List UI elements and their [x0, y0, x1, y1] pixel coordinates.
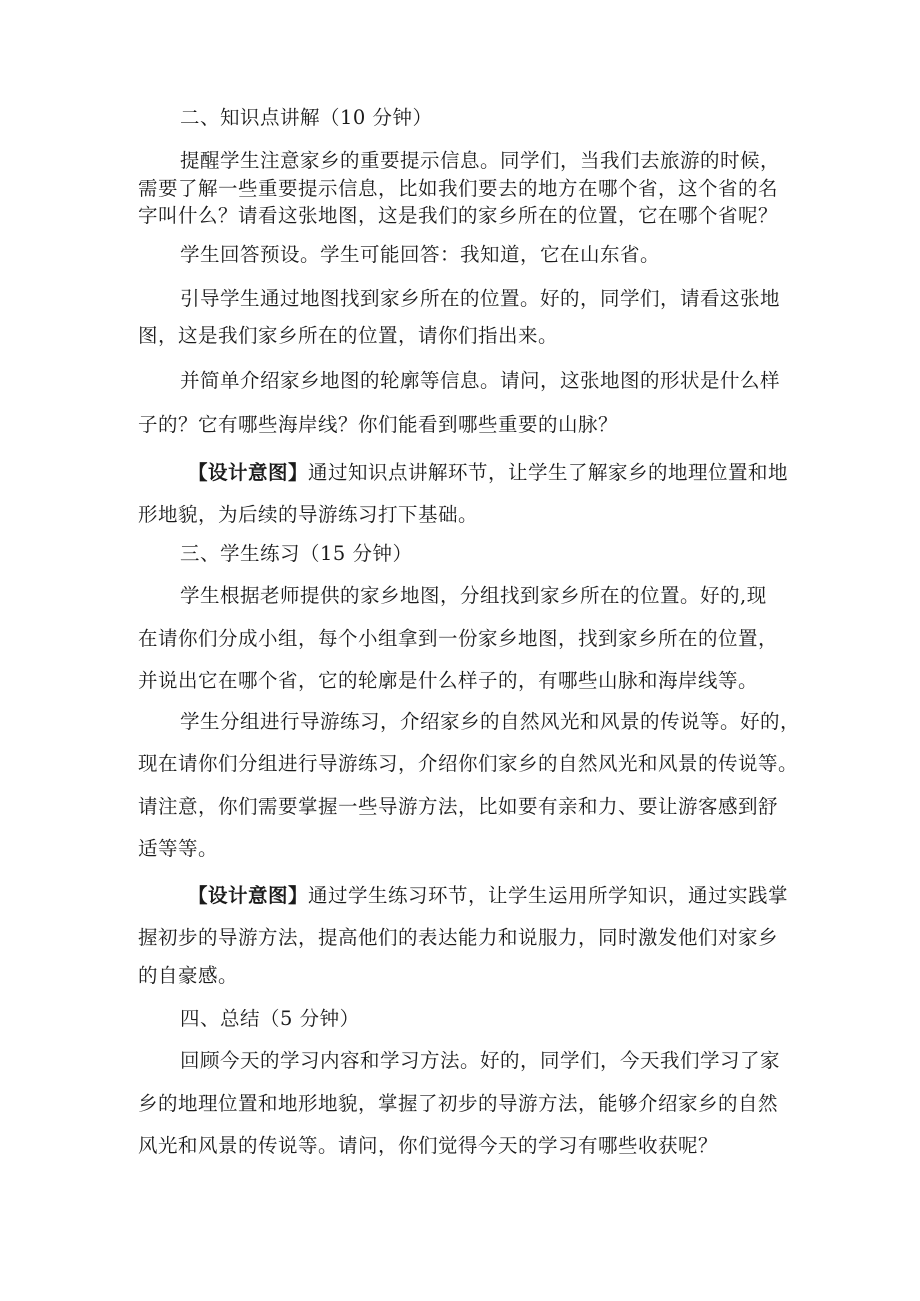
design-intent-tag: 【设计意图】	[188, 884, 309, 907]
design-intent-text: 通过知识点讲解环节，让学生了解家乡的地理位置和地	[308, 461, 789, 484]
paragraph-line: 图，这是我们家乡所在的位置，请你们指出来。	[138, 324, 559, 347]
paragraph-line: 学生根据老师提供的家乡地图，分组找到家乡所在的位置。好的,现	[180, 584, 767, 607]
paragraph-line: 风光和风景的传说等。请问，你们觉得今天的学习有哪些收获呢？	[138, 1134, 719, 1157]
paragraph-line: 回顾今天的学习内容和学习方法。好的，同学们，今天我们学习了家	[180, 1049, 781, 1072]
paragraph-line: 字叫什么？请看这张地图，这是我们的家乡所在的位置，它在哪个省呢？	[138, 204, 779, 227]
design-intent-line	[188, 459, 788, 487]
paragraph-line: 握初步的导游方法，提高他们的表达能力和说服力，同时激发他们对家乡	[138, 926, 779, 949]
paragraph-line: 适等等。	[138, 837, 219, 860]
design-intent-text: 通过学生练习环节，让学生运用所学知识，通过实践掌	[308, 884, 789, 907]
paragraph-line: 形地貌，为后续的导游练习打下基础。	[138, 503, 479, 526]
paragraph-line: 在请你们分成小组，每个小组拿到一份家乡地图，找到家乡所在的位置，	[138, 627, 779, 650]
paragraph-line: 并说出它在哪个省，它的轮廓是什么样子的，有哪些山脉和海岸线等。	[138, 669, 759, 692]
paragraph-line: 需要了解一些重要提示信息，比如我们要去的地方在哪个省，这个省的名	[138, 177, 779, 200]
paragraph-line: 现在请你们分组进行导游练习，介绍你们家乡的自然风光和风景的传说等。	[138, 752, 799, 775]
section-heading: 二、知识点讲解（10 分钟）	[180, 106, 433, 129]
paragraph-line: 引导学生通过地图找到家乡所在的位置。好的，同学们，请看这张地	[180, 287, 781, 310]
paragraph-line: 并简单介绍家乡地图的轮廓等信息。请问，这张地图的形状是什么样	[180, 369, 781, 392]
design-intent-tag: 【设计意图】	[188, 461, 309, 484]
design-intent-line	[188, 882, 788, 910]
paragraph-line: 子的？它有哪些海岸线？你们能看到哪些重要的山脉？	[138, 413, 619, 436]
paragraph-line: 请注意，你们需要掌握一些导游方法，比如要有亲和力、要让游客感到舒	[138, 795, 779, 818]
paragraph-line: 乡的地理位置和地形地貌，掌握了初步的导游方法，能够介绍家乡的自然	[138, 1092, 779, 1115]
paragraph-line: 学生分组进行导游练习，介绍家乡的自然风光和风景的传说等。好的，	[180, 710, 801, 733]
section-heading: 三、学生练习（15 分钟）	[180, 542, 413, 565]
paragraph-line: 的自豪感。	[138, 964, 239, 987]
section-heading: 四、总结（5 分钟）	[180, 1007, 360, 1030]
paragraph-line: 学生回答预设。学生可能回答：我知道，它在山东省。	[180, 243, 661, 266]
paragraph-line: 提醒学生注意家乡的重要提示信息。同学们，当我们去旅游的时候，	[180, 149, 781, 172]
